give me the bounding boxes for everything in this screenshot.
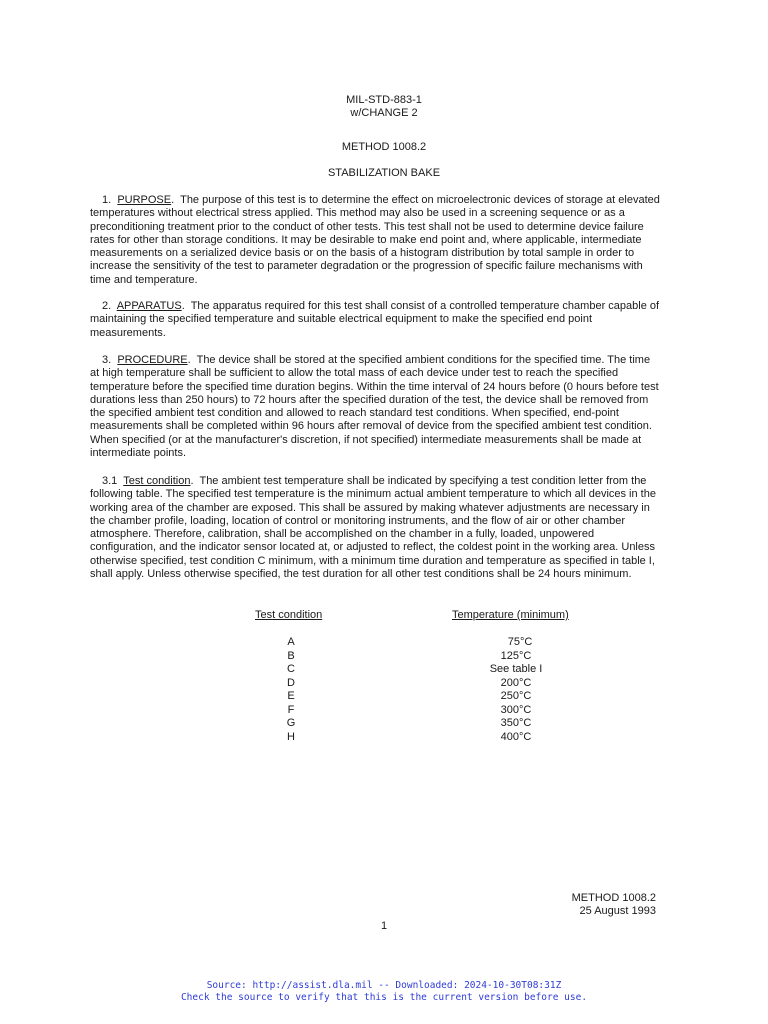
procedure-text-0: The device shall be stored at the specified ambient conditions for the specified time. The time: [196, 354, 651, 366]
procedure-text-2: temperature before the specified time duration begins. Within the time interval of 24 hours before (0 hours before test: [90, 380, 659, 393]
table-cell-temperature: 300°C: [500, 703, 532, 716]
purpose-text-5: increase the sensitivity of the test to parameter degradation or the progression of specific failure mechanisms with: [90, 260, 643, 273]
test-condition-text-4: atmosphere. Therefore, calibration, shall be accomplished on the chamber in a fully, loaded, unpowered: [90, 528, 595, 541]
test-condition-text-1: following table. The specified test temperature is the minimum actual ambient temperature to which all devices in the: [90, 488, 656, 501]
test-condition-heading: Test condition: [123, 475, 191, 487]
doc-change: w/CHANGE 2: [350, 107, 418, 119]
section-apparatus: [90, 300, 690, 340]
procedure-heading: PROCEDURE: [117, 354, 188, 366]
table-cell-condition: E: [287, 690, 295, 702]
procedure-text-5: measurements shall be completed within 96 hours after removal of device from the specified ambient test condition.: [90, 420, 652, 433]
apparatus-first-line: 2. APPARATUS. The apparatus required for this test shall consist of a controlled temperature chamber capable of: [102, 300, 660, 312]
purpose-heading: PURPOSE: [117, 194, 172, 206]
table-cell-temperature: 350°C: [500, 717, 532, 729]
apparatus-heading: APPARATUS: [116, 300, 182, 312]
test-condition-first-line: 3.1 Test condition. The ambient test temperature shall be indicated by specifying a test condition letter from the: [102, 475, 647, 487]
apparatus-text-2: measurements.: [90, 326, 166, 339]
table-cell-temperature: 400°C: [500, 730, 532, 743]
section-test-condition: [90, 475, 690, 581]
table-cell-temperature: 75°C: [507, 636, 533, 648]
procedure-text-3: durations less than 250 hours) to 72 hours after the specified duration of the test, the device shall be removed from: [90, 393, 649, 406]
table-condition-column: [280, 636, 302, 744]
table-cell-temperature: 125°C: [500, 649, 532, 662]
table-cell-temperature: 250°C: [500, 690, 532, 702]
page-number: 1: [380, 920, 388, 932]
table-cell-condition: G: [286, 717, 296, 729]
footer-date: 25 August 1993: [579, 905, 656, 917]
table-cell-condition: B: [287, 649, 295, 662]
procedure-text-1: at high temperature shall be sufficient to allow the total mass of each device under test to reach the specified: [90, 367, 619, 380]
purpose-first-line: 1. PURPOSE. The purpose of this test is to determine the effect on microelectronic devices of storage at elevated: [102, 194, 660, 206]
test-condition-text-3: the chamber profile, loading, location of control or monitoring instruments, and the flow of air or other chamber: [90, 514, 625, 527]
source-link[interactable]: Source: http://assist.dla.mil -- Downloaded: 2024-10-30T08:31Z: [206, 980, 562, 991]
apparatus-number: 2.: [102, 300, 112, 312]
test-condition-text-7: shall apply. Unless otherwise specified, the test duration for all other test conditions shall be 24 hours minimum.: [90, 568, 632, 581]
purpose-text-3: rates for other than storage conditions. It may be desirable to make end point and, where applicable, intermediate: [90, 233, 642, 246]
doc-id: MIL-STD-883-1: [346, 94, 422, 106]
section-purpose: [90, 194, 690, 287]
test-condition-text-5: configuration, and the indicator sensor located at, or adjusted to reflect, the coldest point in the working area. Unless: [90, 541, 655, 554]
purpose-number: 1.: [102, 194, 112, 206]
apparatus-text-1: maintaining the specified temperature and suitable electrical equipment to make the specified end point: [90, 313, 593, 326]
purpose-text-2: preconditioning treatment prior to the conduct of other tests. This test shall not be used to determine device failure: [90, 220, 644, 233]
purpose-text-0: The purpose of this test is to determine the effect on microelectronic devices of storage at elevated: [180, 194, 660, 206]
table-cell-condition: C: [287, 663, 295, 675]
procedure-first-line: 3. PROCEDURE. The device shall be stored at the specified ambient conditions for the specified time. The time: [102, 354, 651, 366]
page-title: STABILIZATION BAKE: [327, 167, 441, 179]
procedure-text-4: the specified ambient test condition and allowed to reach standard test conditions. When specified, end-point: [90, 407, 619, 420]
purpose-text-6: time and temperature.: [90, 273, 198, 286]
procedure-text-6: When specified (or at the manufacturer's discretion, if not specified) intermediate measurements shall be made at: [90, 433, 642, 446]
table-cell-temperature: See table I: [489, 663, 543, 675]
test-condition-number: 3.1: [102, 475, 118, 487]
footer-method: METHOD 1008.2: [571, 892, 656, 904]
table-cell-condition: H: [287, 730, 295, 743]
table-cell-condition: A: [287, 636, 295, 648]
verify-notice: Check the source to verify that this is the current version before use.: [180, 992, 588, 1003]
table-header-temperature: Temperature (minimum): [452, 609, 569, 621]
procedure-text-7: intermediate points.: [90, 447, 186, 460]
method-title: METHOD 1008.2: [341, 141, 427, 153]
section-procedure: [90, 354, 690, 460]
test-condition-text-2: working area of the chamber are exposed. This shall be assured by making whatever adjustments are necessary in: [90, 501, 650, 514]
table-temperature-column: [470, 636, 562, 744]
table-cell-condition: F: [287, 703, 295, 716]
purpose-text-4: measurements on a serialized device basis or on the basis of a histogram distribution by total sample in order to: [90, 247, 635, 260]
test-condition-text-0: The ambient test temperature shall be indicated by specifying a test condition letter from the: [199, 475, 647, 487]
table-header-condition: Test condition: [255, 609, 323, 621]
test-condition-text-6: otherwise specified, test condition C minimum, with a minimum time duration and temperature as specified in table I,: [90, 554, 655, 567]
apparatus-text-0: The apparatus required for this test shall consist of a controlled temperature chamber capable of: [190, 300, 660, 312]
table-cell-condition: D: [287, 676, 295, 689]
table-cell-temperature: 200°C: [500, 676, 532, 689]
procedure-number: 3.: [102, 354, 112, 366]
purpose-text-1: temperatures without electrical stress applied. This method may also be used in a screening sequence or as a: [90, 207, 625, 220]
